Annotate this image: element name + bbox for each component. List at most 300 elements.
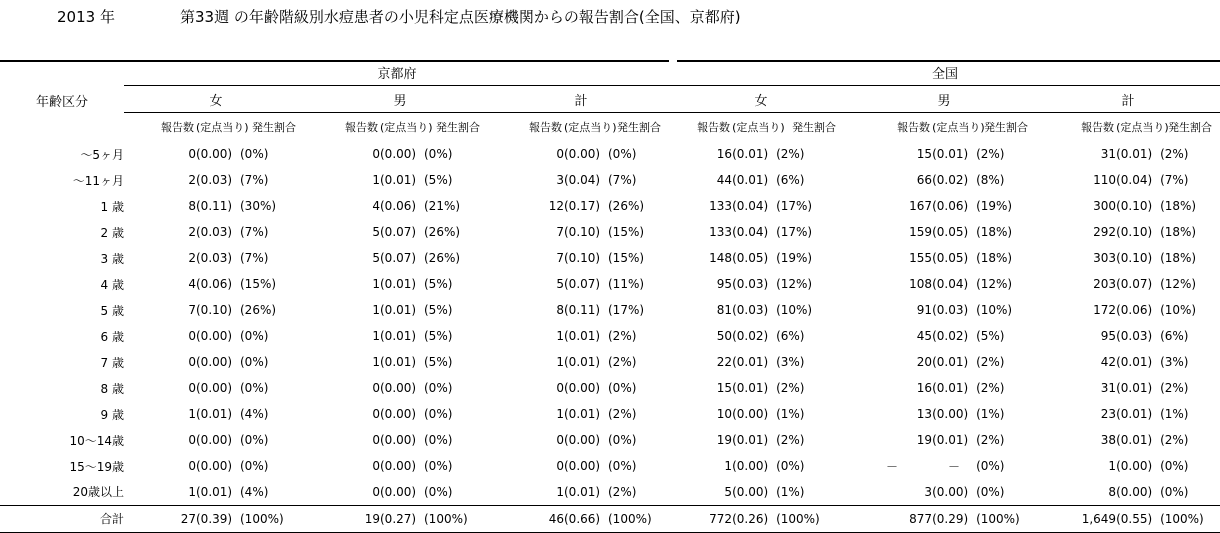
incidence-ratio: (12%) — [776, 277, 813, 291]
incidence-ratio: (100%) — [240, 505, 308, 532]
per-sentinel: (0.00) — [564, 433, 601, 447]
sub-header: 発生割合 — [252, 121, 296, 134]
incidence-ratio: (2%) — [976, 355, 1005, 369]
report-count: 19 — [716, 433, 733, 447]
per-sentinel: (0.00) — [564, 459, 601, 473]
report-count: 38 — [1100, 433, 1117, 447]
report-count: 155 — [909, 251, 933, 265]
report-count: 66 — [916, 173, 933, 187]
per-sentinel: (0.01) — [380, 355, 417, 369]
per-sentinel: (0.66) — [564, 505, 608, 532]
sex-header-kyoto: 計 — [492, 86, 670, 113]
per-sentinel: (0.03) — [196, 225, 233, 239]
incidence-ratio: (10%) — [1160, 303, 1197, 317]
per-sentinel: (0.10) — [564, 225, 601, 239]
table-row — [0, 375, 1220, 401]
incidence-ratio: (7%) — [240, 225, 269, 239]
per-sentinel: (0.01) — [732, 433, 769, 447]
report-count: 10 — [716, 407, 733, 421]
report-count: 2 — [188, 225, 196, 239]
per-sentinel: (0.03) — [196, 251, 233, 265]
per-sentinel: (0.55) — [1116, 505, 1160, 532]
report-count: 2 — [188, 251, 196, 265]
report-count: 31 — [1100, 381, 1117, 395]
per-sentinel: (0.03) — [932, 303, 969, 317]
sub-header: 発生割合 — [617, 121, 662, 134]
page-title: 第33週 の年齢階級別水痘患者の小児科定点医療機関からの報告割合(全国、京都府) — [180, 8, 741, 26]
incidence-ratio: (19%) — [976, 199, 1013, 213]
table-row — [0, 427, 1220, 453]
per-sentinel: (0.10) — [564, 251, 601, 265]
incidence-ratio: (26%) — [424, 251, 461, 265]
incidence-ratio: (0%) — [776, 459, 805, 473]
report-year: 2013 年 — [57, 8, 115, 26]
incidence-ratio: (7%) — [240, 173, 269, 187]
age-label: 7 歳 — [100, 355, 124, 370]
report-count: 22 — [716, 355, 733, 369]
report-count: 7 — [556, 225, 564, 239]
age-label: 9 歳 — [100, 407, 124, 422]
table-row — [0, 141, 1220, 167]
per-sentinel: (0.00) — [564, 381, 601, 395]
incidence-ratio: (0%) — [240, 459, 269, 473]
sub-header: 報告数 — [529, 121, 562, 134]
report-count: 1 — [188, 407, 196, 421]
per-sentinel: (0.27) — [380, 505, 424, 532]
report-count: 1 — [372, 173, 380, 187]
incidence-ratio: (10%) — [776, 303, 813, 317]
incidence-ratio: (6%) — [776, 329, 805, 343]
per-sentinel: (0.02) — [932, 329, 969, 343]
incidence-ratio: (18%) — [1160, 225, 1197, 239]
incidence-ratio: (0%) — [424, 407, 453, 421]
table-row — [0, 167, 1220, 193]
incidence-ratio: (7%) — [608, 173, 637, 187]
report-count: 5 — [372, 225, 380, 239]
report-count: 167 — [909, 199, 933, 213]
incidence-ratio: (0%) — [608, 381, 637, 395]
report-count: 0 — [372, 407, 380, 421]
table-row — [0, 193, 1220, 219]
sub-header: (定点当り) — [564, 121, 617, 134]
incidence-ratio: (100%) — [976, 505, 1036, 532]
report-count: 4 — [372, 199, 380, 213]
report-count: 5 — [556, 277, 564, 291]
per-sentinel: (0.04) — [732, 225, 769, 239]
per-sentinel: (0.01) — [1116, 407, 1153, 421]
per-sentinel: (0.17) — [564, 199, 601, 213]
report-count: 0 — [372, 147, 380, 161]
incidence-ratio: (7%) — [240, 251, 269, 265]
sub-header-row — [0, 113, 1220, 142]
report-count: 19 — [308, 505, 380, 532]
per-sentinel: (0.00) — [932, 484, 969, 499]
per-sentinel: (0.00) — [380, 381, 417, 395]
per-sentinel: (0.00) — [196, 433, 233, 447]
per-sentinel: (0.10) — [196, 303, 233, 317]
sub-header: 発生割合 — [436, 121, 480, 134]
per-sentinel: － — [948, 459, 961, 474]
report-count: 15 — [716, 381, 733, 395]
incidence-ratio: (1%) — [776, 484, 805, 499]
table-row — [0, 479, 1220, 505]
report-count: 0 — [372, 459, 380, 473]
report-count: 133 — [709, 199, 733, 213]
report-count: 0 — [188, 329, 196, 343]
sub-header: 報告数 — [697, 121, 731, 134]
per-sentinel: (0.00) — [196, 381, 233, 395]
per-sentinel: (0.00) — [196, 329, 233, 343]
age-label: 2 歳 — [100, 225, 124, 240]
table-row — [0, 401, 1220, 427]
age-label: 15～19歳 — [69, 459, 124, 474]
incidence-ratio: (2%) — [1160, 433, 1189, 447]
report-table — [0, 60, 1220, 533]
per-sentinel: (0.03) — [732, 303, 769, 317]
incidence-ratio: (15%) — [608, 251, 645, 265]
incidence-ratio: (100%) — [424, 505, 492, 532]
report-count: 1 — [724, 459, 733, 473]
per-sentinel: (0.11) — [196, 199, 233, 213]
incidence-ratio: (2%) — [976, 147, 1005, 161]
report-count: 1 — [556, 484, 564, 499]
sub-header: (定点当り) — [732, 121, 785, 134]
incidence-ratio: (2%) — [608, 329, 637, 343]
incidence-ratio: (26%) — [240, 303, 277, 317]
sub-header: (定点当り) — [196, 121, 249, 134]
incidence-ratio: (12%) — [1160, 277, 1197, 291]
incidence-ratio: (5%) — [424, 355, 453, 369]
per-sentinel: (0.02) — [732, 329, 769, 343]
sub-header: 発生割合 — [792, 121, 837, 134]
report-count: 46 — [492, 505, 564, 532]
table-row — [0, 323, 1220, 349]
per-sentinel: (0.39) — [196, 505, 240, 532]
per-sentinel: (0.29) — [932, 505, 976, 532]
report-count: 1 — [556, 355, 564, 369]
per-sentinel: (0.05) — [932, 225, 969, 239]
report-count: 8 — [1108, 484, 1117, 499]
report-count: 13 — [916, 407, 933, 421]
per-sentinel: (0.01) — [1116, 381, 1153, 395]
report-count: 95 — [1100, 329, 1117, 343]
table-row — [0, 245, 1220, 271]
incidence-ratio: (2%) — [976, 381, 1005, 395]
incidence-ratio: (4%) — [240, 407, 269, 421]
table-body — [0, 141, 1220, 532]
per-sentinel: (0.04) — [564, 173, 601, 187]
incidence-ratio: (2%) — [776, 147, 805, 161]
incidence-ratio: (0%) — [608, 433, 637, 447]
table-row — [0, 453, 1220, 479]
incidence-ratio: (2%) — [608, 407, 637, 421]
report-count: 1,649 — [1036, 505, 1116, 532]
incidence-ratio: (5%) — [424, 277, 453, 291]
sex-header-kyoto: 女 — [124, 86, 308, 113]
per-sentinel: (0.01) — [564, 329, 601, 343]
per-sentinel: (0.07) — [380, 225, 417, 239]
report-count: 16 — [716, 147, 733, 161]
report-count: 0 — [372, 433, 380, 447]
report-count: 16 — [916, 381, 933, 395]
incidence-ratio: (0%) — [976, 484, 1005, 499]
incidence-ratio: (18%) — [1160, 199, 1197, 213]
per-sentinel: (0.01) — [380, 277, 417, 291]
per-sentinel: (0.01) — [732, 147, 769, 161]
per-sentinel: (0.06) — [196, 277, 233, 291]
incidence-ratio: (100%) — [608, 505, 670, 532]
per-sentinel: (0.05) — [932, 251, 969, 265]
per-sentinel: (0.00) — [380, 407, 417, 421]
incidence-ratio: (1%) — [1160, 407, 1189, 421]
per-sentinel: (0.06) — [932, 199, 969, 213]
report-count: 0 — [188, 381, 196, 395]
age-label: 5 歳 — [100, 303, 124, 318]
per-sentinel: (0.10) — [1116, 251, 1153, 265]
report-count: 0 — [556, 381, 564, 395]
per-sentinel: (0.01) — [196, 407, 233, 421]
report-count: 8 — [556, 303, 564, 317]
age-label: 8 歳 — [100, 381, 124, 396]
incidence-ratio: (17%) — [608, 303, 645, 317]
incidence-ratio: (7%) — [1160, 173, 1189, 187]
per-sentinel: (0.00) — [380, 433, 417, 447]
age-label: 20歳以上 — [72, 485, 124, 500]
report-count: 0 — [556, 459, 564, 473]
per-sentinel: (0.00) — [380, 484, 417, 499]
incidence-ratio: (0%) — [608, 459, 637, 473]
report-count: 95 — [716, 277, 733, 291]
sex-header-national: 男 — [852, 86, 1036, 113]
table-row — [0, 219, 1220, 245]
incidence-ratio: (4%) — [240, 484, 269, 499]
sex-header-kyoto: 男 — [308, 86, 492, 113]
incidence-ratio: (2%) — [776, 381, 805, 395]
table-row — [0, 297, 1220, 323]
incidence-ratio: (3%) — [776, 355, 805, 369]
report-count: 19 — [916, 433, 933, 447]
report-count: 1 — [372, 303, 380, 317]
age-label: ～5ヶ月 — [80, 147, 124, 162]
sub-header: 発生割合 — [984, 121, 1029, 134]
per-sentinel: (0.03) — [1116, 329, 1153, 343]
per-sentinel: (0.01) — [380, 173, 417, 187]
report-count: 203 — [1093, 277, 1117, 291]
per-sentinel: (0.01) — [732, 381, 769, 395]
per-sentinel: (0.00) — [196, 147, 233, 161]
incidence-ratio: (18%) — [976, 225, 1013, 239]
per-sentinel: (0.00) — [196, 355, 233, 369]
per-sentinel: (0.00) — [1116, 459, 1153, 473]
per-sentinel: (0.01) — [564, 355, 601, 369]
age-column-header: 年齢区分 — [35, 95, 88, 110]
per-sentinel: (0.00) — [380, 147, 417, 161]
per-sentinel: (0.04) — [1116, 173, 1153, 187]
report-count: 5 — [724, 484, 733, 499]
age-label: 3 歳 — [100, 251, 124, 266]
per-sentinel: (0.00) — [932, 407, 969, 421]
incidence-ratio: (2%) — [776, 433, 805, 447]
incidence-ratio: (0%) — [424, 381, 453, 395]
sex-header-row — [0, 86, 1220, 113]
incidence-ratio: (5%) — [976, 329, 1005, 343]
report-count: 108 — [909, 277, 933, 291]
per-sentinel: (0.01) — [1116, 355, 1153, 369]
incidence-ratio: (0%) — [240, 147, 269, 161]
report-count: 1 — [188, 484, 196, 499]
incidence-ratio: (17%) — [776, 199, 813, 213]
report-count: 27 — [124, 505, 196, 532]
sex-header-national: 計 — [1036, 86, 1220, 113]
report-count: 31 — [1100, 147, 1117, 161]
region-header-kyoto: 京都府 — [124, 60, 670, 86]
incidence-ratio: (2%) — [1160, 147, 1189, 161]
incidence-ratio: (0%) — [976, 459, 1005, 473]
report-count: 42 — [1100, 355, 1117, 369]
incidence-ratio: (2%) — [1160, 381, 1189, 395]
per-sentinel: (0.07) — [380, 251, 417, 265]
per-sentinel: (0.07) — [564, 277, 601, 291]
report-count: 292 — [1093, 225, 1117, 239]
incidence-ratio: (0%) — [240, 433, 269, 447]
per-sentinel: (0.01) — [564, 407, 601, 421]
per-sentinel: (0.01) — [1116, 433, 1153, 447]
per-sentinel: (0.00) — [732, 459, 769, 473]
incidence-ratio: (0%) — [424, 459, 453, 473]
incidence-ratio: (2%) — [608, 355, 637, 369]
report-count: 7 — [556, 251, 564, 265]
per-sentinel: (0.01) — [932, 147, 969, 161]
report-count: 45 — [916, 329, 933, 343]
per-sentinel: (0.00) — [380, 459, 417, 473]
report-count: 772 — [670, 505, 732, 532]
incidence-ratio: (21%) — [424, 199, 461, 213]
report-count: 15 — [916, 147, 933, 161]
report-count: 0 — [556, 147, 564, 161]
report-count: 0 — [556, 433, 564, 447]
incidence-ratio: (18%) — [1160, 251, 1197, 265]
incidence-ratio: (6%) — [776, 173, 805, 187]
report-count: 0 — [372, 381, 380, 395]
per-sentinel: (0.11) — [564, 303, 601, 317]
age-label: 4 歳 — [100, 277, 124, 292]
incidence-ratio: (0%) — [240, 355, 269, 369]
age-label: 1 歳 — [100, 199, 124, 214]
incidence-ratio: (6%) — [1160, 329, 1189, 343]
report-count: 3 — [556, 173, 564, 187]
per-sentinel: (0.10) — [1116, 225, 1153, 239]
per-sentinel: (0.26) — [732, 505, 776, 532]
incidence-ratio: (0%) — [240, 329, 269, 343]
per-sentinel: (0.02) — [932, 173, 969, 187]
report-count: － — [886, 459, 899, 474]
per-sentinel: (0.06) — [380, 199, 417, 213]
per-sentinel: (0.01) — [732, 173, 769, 187]
report-count: 12 — [548, 199, 564, 213]
age-label: 10～14歳 — [69, 433, 124, 448]
incidence-ratio: (10%) — [976, 303, 1013, 317]
per-sentinel: (0.01) — [732, 355, 769, 369]
incidence-ratio: (18%) — [976, 251, 1013, 265]
report-count: 1 — [372, 355, 380, 369]
report-count: 172 — [1093, 303, 1117, 317]
incidence-ratio: (8%) — [976, 173, 1005, 187]
incidence-ratio: (0%) — [424, 147, 453, 161]
per-sentinel: (0.00) — [732, 484, 769, 499]
report-count: 7 — [188, 303, 196, 317]
incidence-ratio: (19%) — [776, 251, 813, 265]
per-sentinel: (0.05) — [732, 251, 769, 265]
sub-header: 報告数 — [345, 121, 378, 134]
incidence-ratio: (100%) — [776, 505, 852, 532]
sub-header: (定点当り) — [380, 121, 433, 134]
report-count: 133 — [709, 225, 733, 239]
report-count: 81 — [716, 303, 733, 317]
incidence-ratio: (2%) — [608, 484, 637, 499]
report-count: 44 — [716, 173, 733, 187]
age-label: ～11ヶ月 — [72, 173, 124, 188]
report-count: 877 — [852, 505, 932, 532]
per-sentinel: (0.00) — [732, 407, 769, 421]
per-sentinel: (0.00) — [196, 459, 233, 473]
incidence-ratio: (11%) — [608, 277, 645, 291]
report-count: 1 — [556, 329, 564, 343]
incidence-ratio: (2%) — [976, 433, 1005, 447]
region-header-national: 全国 — [670, 60, 1220, 86]
incidence-ratio: (5%) — [424, 329, 453, 343]
incidence-ratio: (15%) — [608, 225, 645, 239]
per-sentinel: (0.01) — [932, 355, 969, 369]
report-count: 3 — [924, 484, 933, 499]
report-count: 8 — [188, 199, 196, 213]
report-count: 1 — [1108, 459, 1117, 473]
incidence-ratio: (15%) — [240, 277, 277, 291]
per-sentinel: (0.01) — [380, 303, 417, 317]
report-count: 0 — [188, 355, 196, 369]
per-sentinel: (0.01) — [380, 329, 417, 343]
sub-header: (定点当り) — [932, 121, 985, 134]
incidence-ratio: (30%) — [240, 199, 277, 213]
incidence-ratio: (0%) — [1160, 484, 1189, 499]
incidence-ratio: (0%) — [608, 147, 637, 161]
report-count: 110 — [1093, 173, 1117, 187]
per-sentinel: (0.01) — [1116, 147, 1153, 161]
per-sentinel: (0.00) — [564, 147, 601, 161]
table-row — [0, 349, 1220, 375]
incidence-ratio: (12%) — [976, 277, 1013, 291]
sub-header: (定点当り) — [1116, 121, 1169, 134]
report-count: 159 — [909, 225, 933, 239]
per-sentinel: (0.04) — [932, 277, 969, 291]
report-count: 1 — [556, 407, 564, 421]
incidence-ratio: (0%) — [240, 381, 269, 395]
title-bar — [0, 6, 1220, 28]
per-sentinel: (0.10) — [1116, 199, 1153, 213]
report-count: 91 — [916, 303, 933, 317]
report-count: 1 — [372, 329, 380, 343]
age-label: 6 歳 — [100, 329, 124, 344]
report-count: 4 — [188, 277, 196, 291]
incidence-ratio: (26%) — [608, 199, 645, 213]
table-row — [0, 271, 1220, 297]
per-sentinel: (0.01) — [564, 484, 601, 499]
sub-header: 報告数 — [897, 121, 931, 134]
incidence-ratio: (26%) — [424, 225, 461, 239]
report-count: 2 — [188, 173, 196, 187]
incidence-ratio: (1%) — [776, 407, 805, 421]
incidence-ratio: (0%) — [424, 484, 453, 499]
report-count: 0 — [372, 484, 380, 499]
